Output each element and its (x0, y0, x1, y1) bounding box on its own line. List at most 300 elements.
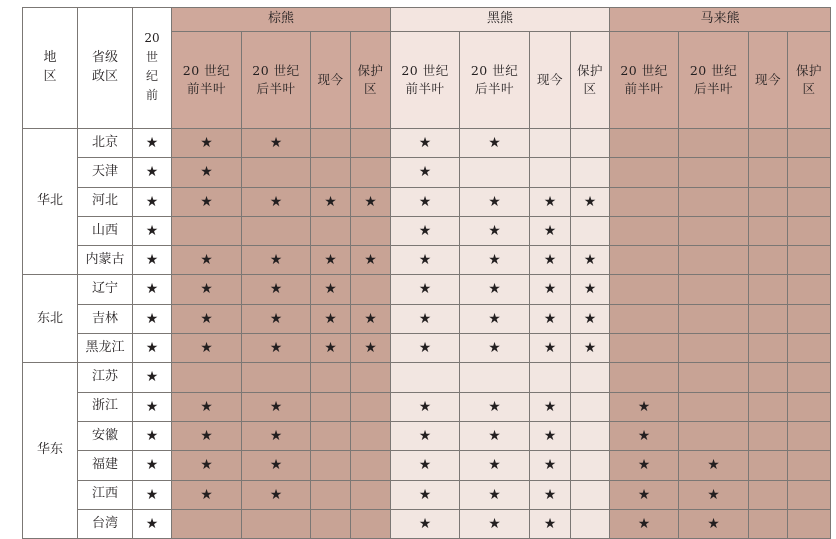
header-sun-sub-0 (610, 32, 679, 129)
brown-cell-3 (351, 480, 391, 509)
star-icon: ★ (488, 222, 501, 239)
header-region-label: 地 区 (43, 50, 57, 84)
brown-cell-1 (242, 480, 311, 509)
star-icon: ★ (364, 340, 377, 357)
brown-cell-1 (242, 451, 311, 480)
star-icon: ★ (418, 281, 432, 298)
brown-cell-0 (172, 392, 242, 421)
table-row (23, 187, 831, 216)
black-cell-1 (460, 421, 530, 450)
brown-cell-3 (351, 275, 391, 304)
bear-distribution-table (22, 7, 831, 539)
header-before-20th (133, 8, 172, 129)
star-icon: ★ (637, 427, 651, 444)
star-icon: ★ (637, 398, 651, 415)
sun-cell-1 (679, 187, 749, 216)
header-sub-label: 20 世纪 后半叶 (470, 62, 519, 96)
province-name: 福建 (78, 451, 133, 480)
black-cell-0 (391, 421, 460, 450)
star-icon: ★ (418, 486, 432, 503)
table-row (23, 480, 831, 509)
star-icon: ★ (543, 427, 557, 444)
sun-cell-0 (610, 187, 679, 216)
before-20th-cell (133, 246, 172, 275)
black-cell-1 (460, 187, 530, 216)
header-brown-sub-2 (311, 32, 351, 129)
table-row (23, 158, 831, 187)
star-icon: ★ (583, 281, 597, 298)
star-icon: ★ (200, 486, 213, 503)
table-row (23, 246, 831, 275)
brown-cell-3 (351, 334, 391, 363)
header-sun-sub-2 (749, 32, 788, 129)
province-name: 台湾 (78, 509, 133, 538)
header-province (78, 8, 133, 129)
star-icon: ★ (145, 369, 159, 386)
province-name: 江苏 (78, 363, 133, 392)
star-icon: ★ (707, 515, 720, 532)
star-icon: ★ (269, 193, 283, 210)
header-black-bear (391, 8, 610, 32)
black-cell-3 (571, 421, 610, 450)
black-cell-1 (460, 363, 530, 392)
brown-cell-2 (311, 158, 351, 187)
brown-cell-3 (351, 246, 391, 275)
black-cell-2 (530, 421, 571, 450)
table-row (23, 216, 831, 245)
header-brown-sub-3 (351, 32, 391, 129)
star-icon: ★ (543, 515, 557, 532)
black-cell-1 (460, 246, 530, 275)
black-cell-0 (391, 451, 460, 480)
star-icon: ★ (145, 515, 159, 532)
star-icon: ★ (145, 457, 159, 474)
star-icon: ★ (418, 457, 432, 474)
star-icon: ★ (543, 457, 557, 474)
before-20th-cell (133, 158, 172, 187)
black-cell-3 (571, 246, 610, 275)
table-row (23, 275, 831, 304)
brown-cell-3 (351, 451, 391, 480)
header-sub-label: 现今 (317, 71, 344, 87)
header-sub-label: 保护 区 (577, 62, 604, 96)
sun-cell-0 (610, 392, 679, 421)
star-icon: ★ (488, 398, 501, 415)
black-cell-0 (391, 158, 460, 187)
sun-cell-2 (749, 246, 788, 275)
star-icon: ★ (145, 427, 159, 444)
header-black-sub-0 (391, 32, 460, 129)
sun-cell-1 (679, 246, 749, 275)
header-brown-bear (172, 8, 391, 32)
black-cell-3 (571, 187, 610, 216)
star-icon: ★ (637, 457, 651, 474)
sun-cell-1 (679, 480, 749, 509)
star-icon: ★ (583, 310, 597, 327)
sun-cell-3 (788, 392, 831, 421)
star-icon: ★ (637, 515, 651, 532)
star-icon: ★ (418, 515, 432, 532)
brown-cell-2 (311, 129, 351, 158)
black-cell-0 (391, 275, 460, 304)
black-cell-2 (530, 187, 571, 216)
star-icon: ★ (418, 164, 432, 181)
star-icon: ★ (200, 398, 213, 415)
sun-cell-3 (788, 421, 831, 450)
black-cell-1 (460, 275, 530, 304)
black-cell-3 (571, 129, 610, 158)
brown-cell-1 (242, 334, 311, 363)
star-icon: ★ (583, 252, 597, 269)
star-icon: ★ (488, 252, 501, 269)
black-cell-0 (391, 216, 460, 245)
brown-cell-0 (172, 246, 242, 275)
sun-cell-2 (749, 334, 788, 363)
sun-cell-2 (749, 129, 788, 158)
header-sun-sub-1 (679, 32, 749, 129)
header-sub-label: 20 世纪 前半叶 (620, 62, 668, 96)
star-icon: ★ (200, 427, 213, 444)
header-black-sub-3 (571, 32, 610, 129)
province-name: 北京 (78, 129, 133, 158)
black-cell-2 (530, 158, 571, 187)
star-icon: ★ (145, 486, 159, 503)
header-sun-bear (610, 8, 831, 32)
star-icon: ★ (200, 457, 213, 474)
before-20th-cell (133, 275, 172, 304)
star-icon: ★ (269, 486, 283, 503)
brown-cell-0 (172, 216, 242, 245)
black-cell-2 (530, 216, 571, 245)
star-icon: ★ (637, 486, 651, 503)
sun-cell-0 (610, 451, 679, 480)
star-icon: ★ (418, 340, 432, 357)
brown-cell-3 (351, 187, 391, 216)
brown-cell-2 (311, 421, 351, 450)
brown-cell-3 (351, 129, 391, 158)
sun-cell-1 (679, 216, 749, 245)
sun-cell-1 (679, 158, 749, 187)
star-icon: ★ (145, 310, 159, 327)
star-icon: ★ (145, 164, 159, 181)
sun-cell-1 (679, 451, 749, 480)
star-icon: ★ (269, 310, 283, 327)
black-cell-1 (460, 304, 530, 333)
star-icon: ★ (269, 398, 283, 415)
star-icon: ★ (418, 252, 432, 269)
star-icon: ★ (324, 281, 337, 298)
black-cell-0 (391, 363, 460, 392)
black-cell-1 (460, 480, 530, 509)
brown-cell-2 (311, 275, 351, 304)
sun-cell-1 (679, 275, 749, 304)
brown-cell-3 (351, 421, 391, 450)
brown-cell-2 (311, 451, 351, 480)
star-icon: ★ (418, 310, 432, 327)
before-20th-cell (133, 187, 172, 216)
sun-cell-0 (610, 509, 679, 538)
region-name: 华北 (23, 129, 78, 275)
header-region (23, 8, 78, 129)
black-cell-0 (391, 187, 460, 216)
sun-cell-3 (788, 246, 831, 275)
sun-cell-0 (610, 363, 679, 392)
header-sub-label: 现今 (537, 71, 564, 87)
table-row (23, 509, 831, 538)
brown-cell-3 (351, 363, 391, 392)
star-icon: ★ (418, 398, 432, 415)
sun-cell-1 (679, 421, 749, 450)
brown-cell-1 (242, 275, 311, 304)
sun-cell-3 (788, 187, 831, 216)
brown-cell-2 (311, 363, 351, 392)
sun-cell-0 (610, 480, 679, 509)
brown-cell-3 (351, 509, 391, 538)
black-cell-3 (571, 480, 610, 509)
before-20th-cell (133, 451, 172, 480)
star-icon: ★ (200, 340, 213, 357)
black-cell-1 (460, 158, 530, 187)
table-row (23, 129, 831, 158)
header-brown-sub-1 (242, 32, 311, 129)
black-cell-0 (391, 246, 460, 275)
black-cell-3 (571, 158, 610, 187)
star-icon: ★ (364, 310, 377, 327)
sun-cell-0 (610, 246, 679, 275)
black-cell-3 (571, 363, 610, 392)
brown-cell-0 (172, 451, 242, 480)
header-sun-sub-3 (788, 32, 831, 129)
header-brown-sub-0 (172, 32, 242, 129)
star-icon: ★ (145, 222, 159, 239)
black-cell-0 (391, 334, 460, 363)
star-icon: ★ (488, 135, 501, 151)
brown-cell-2 (311, 480, 351, 509)
sun-cell-3 (788, 304, 831, 333)
star-icon: ★ (583, 193, 597, 210)
sun-cell-1 (679, 129, 749, 158)
star-icon: ★ (418, 193, 432, 210)
province-name: 河北 (78, 187, 133, 216)
star-icon: ★ (418, 427, 432, 444)
header-province-label: 省级 政区 (91, 50, 118, 84)
header-sub-label: 20 世纪 后半叶 (689, 62, 738, 96)
before-20th-cell (133, 480, 172, 509)
star-icon: ★ (200, 310, 213, 327)
star-icon: ★ (324, 193, 337, 210)
sun-cell-2 (749, 304, 788, 333)
black-cell-1 (460, 509, 530, 538)
star-icon: ★ (488, 515, 501, 532)
sun-cell-0 (610, 275, 679, 304)
brown-cell-1 (242, 216, 311, 245)
sun-cell-2 (749, 421, 788, 450)
brown-cell-0 (172, 509, 242, 538)
star-icon: ★ (543, 398, 557, 415)
before-20th-cell (133, 509, 172, 538)
star-icon: ★ (269, 427, 283, 444)
black-cell-1 (460, 334, 530, 363)
province-name: 黑龙江 (78, 334, 133, 363)
black-cell-2 (530, 392, 571, 421)
sun-cell-0 (610, 421, 679, 450)
brown-cell-2 (311, 246, 351, 275)
header-sub-label: 20 世纪 后半叶 (252, 62, 300, 96)
header-sub-label: 20 世纪 前半叶 (401, 62, 449, 96)
sun-cell-3 (788, 451, 831, 480)
star-icon: ★ (324, 340, 337, 357)
star-icon: ★ (364, 252, 377, 269)
province-name: 内蒙古 (78, 246, 133, 275)
sun-cell-3 (788, 216, 831, 245)
star-icon: ★ (707, 486, 720, 503)
black-cell-2 (530, 509, 571, 538)
star-icon: ★ (543, 252, 557, 269)
star-icon: ★ (269, 340, 283, 357)
sun-cell-2 (749, 509, 788, 538)
black-cell-2 (530, 480, 571, 509)
black-cell-1 (460, 451, 530, 480)
sun-cell-3 (788, 509, 831, 538)
star-icon: ★ (488, 457, 501, 474)
sun-cell-3 (788, 334, 831, 363)
sun-cell-1 (679, 509, 749, 538)
star-icon: ★ (269, 281, 283, 298)
header-before-20th-label: 20 世 纪 前 (144, 31, 160, 102)
sun-cell-3 (788, 129, 831, 158)
star-icon: ★ (269, 457, 283, 474)
brown-cell-0 (172, 363, 242, 392)
brown-cell-2 (311, 392, 351, 421)
brown-cell-2 (311, 509, 351, 538)
black-cell-2 (530, 129, 571, 158)
black-cell-0 (391, 392, 460, 421)
brown-cell-0 (172, 187, 242, 216)
black-cell-3 (571, 275, 610, 304)
sun-cell-3 (788, 158, 831, 187)
brown-cell-3 (351, 392, 391, 421)
header-sun-bear-label: 马来熊 (700, 11, 740, 27)
star-icon: ★ (200, 135, 213, 151)
province-name: 安徽 (78, 421, 133, 450)
star-icon: ★ (418, 222, 432, 239)
header-brown-bear-label: 棕熊 (268, 11, 295, 27)
star-icon: ★ (707, 457, 720, 474)
star-icon: ★ (200, 164, 213, 181)
black-cell-3 (571, 392, 610, 421)
star-icon: ★ (145, 252, 159, 269)
brown-cell-3 (351, 304, 391, 333)
brown-cell-1 (242, 187, 311, 216)
black-cell-3 (571, 216, 610, 245)
star-icon: ★ (543, 281, 557, 298)
brown-cell-1 (242, 509, 311, 538)
sun-cell-0 (610, 216, 679, 245)
table-body (23, 129, 831, 539)
province-name: 浙江 (78, 392, 133, 421)
black-cell-3 (571, 451, 610, 480)
black-cell-3 (571, 334, 610, 363)
star-icon: ★ (543, 486, 557, 503)
brown-cell-1 (242, 392, 311, 421)
star-icon: ★ (324, 252, 337, 269)
star-icon: ★ (200, 193, 213, 210)
star-icon: ★ (543, 222, 557, 239)
star-icon: ★ (543, 193, 557, 210)
star-icon: ★ (488, 310, 501, 327)
black-cell-1 (460, 392, 530, 421)
brown-cell-1 (242, 246, 311, 275)
province-name: 辽宁 (78, 275, 133, 304)
table-row (23, 334, 831, 363)
black-cell-2 (530, 363, 571, 392)
brown-cell-1 (242, 304, 311, 333)
star-icon: ★ (488, 340, 501, 357)
black-cell-3 (571, 304, 610, 333)
star-icon: ★ (145, 340, 159, 357)
before-20th-cell (133, 392, 172, 421)
brown-cell-1 (242, 421, 311, 450)
brown-cell-0 (172, 334, 242, 363)
sun-cell-1 (679, 304, 749, 333)
black-cell-0 (391, 480, 460, 509)
header-sub-label: 现今 (755, 71, 782, 87)
before-20th-cell (133, 334, 172, 363)
brown-cell-1 (242, 158, 311, 187)
black-cell-2 (530, 246, 571, 275)
black-cell-0 (391, 129, 460, 158)
before-20th-cell (133, 129, 172, 158)
before-20th-cell (133, 421, 172, 450)
region-name: 华东 (23, 363, 78, 539)
sun-cell-2 (749, 363, 788, 392)
sun-cell-3 (788, 480, 831, 509)
black-cell-0 (391, 509, 460, 538)
star-icon: ★ (418, 135, 432, 151)
sun-cell-2 (749, 187, 788, 216)
header-sub-label: 保护 区 (357, 62, 384, 96)
table-row (23, 451, 831, 480)
star-icon: ★ (543, 340, 557, 357)
black-cell-0 (391, 304, 460, 333)
star-icon: ★ (200, 252, 213, 269)
black-cell-2 (530, 451, 571, 480)
star-icon: ★ (488, 193, 501, 210)
brown-cell-0 (172, 129, 242, 158)
sun-cell-2 (749, 392, 788, 421)
header-black-sub-1 (460, 32, 530, 129)
star-icon: ★ (145, 398, 159, 415)
star-icon: ★ (269, 252, 283, 269)
table-row (23, 363, 831, 392)
brown-cell-2 (311, 216, 351, 245)
sun-cell-2 (749, 158, 788, 187)
brown-cell-0 (172, 480, 242, 509)
header-sub-label: 20 世纪 前半叶 (182, 62, 231, 96)
star-icon: ★ (364, 193, 377, 210)
sun-cell-0 (610, 334, 679, 363)
before-20th-cell (133, 363, 172, 392)
star-icon: ★ (488, 281, 501, 298)
sun-cell-3 (788, 275, 831, 304)
table-row (23, 392, 831, 421)
sun-cell-2 (749, 216, 788, 245)
sun-cell-2 (749, 451, 788, 480)
brown-cell-2 (311, 334, 351, 363)
star-icon: ★ (145, 281, 159, 298)
black-cell-1 (460, 216, 530, 245)
province-name: 山西 (78, 216, 133, 245)
